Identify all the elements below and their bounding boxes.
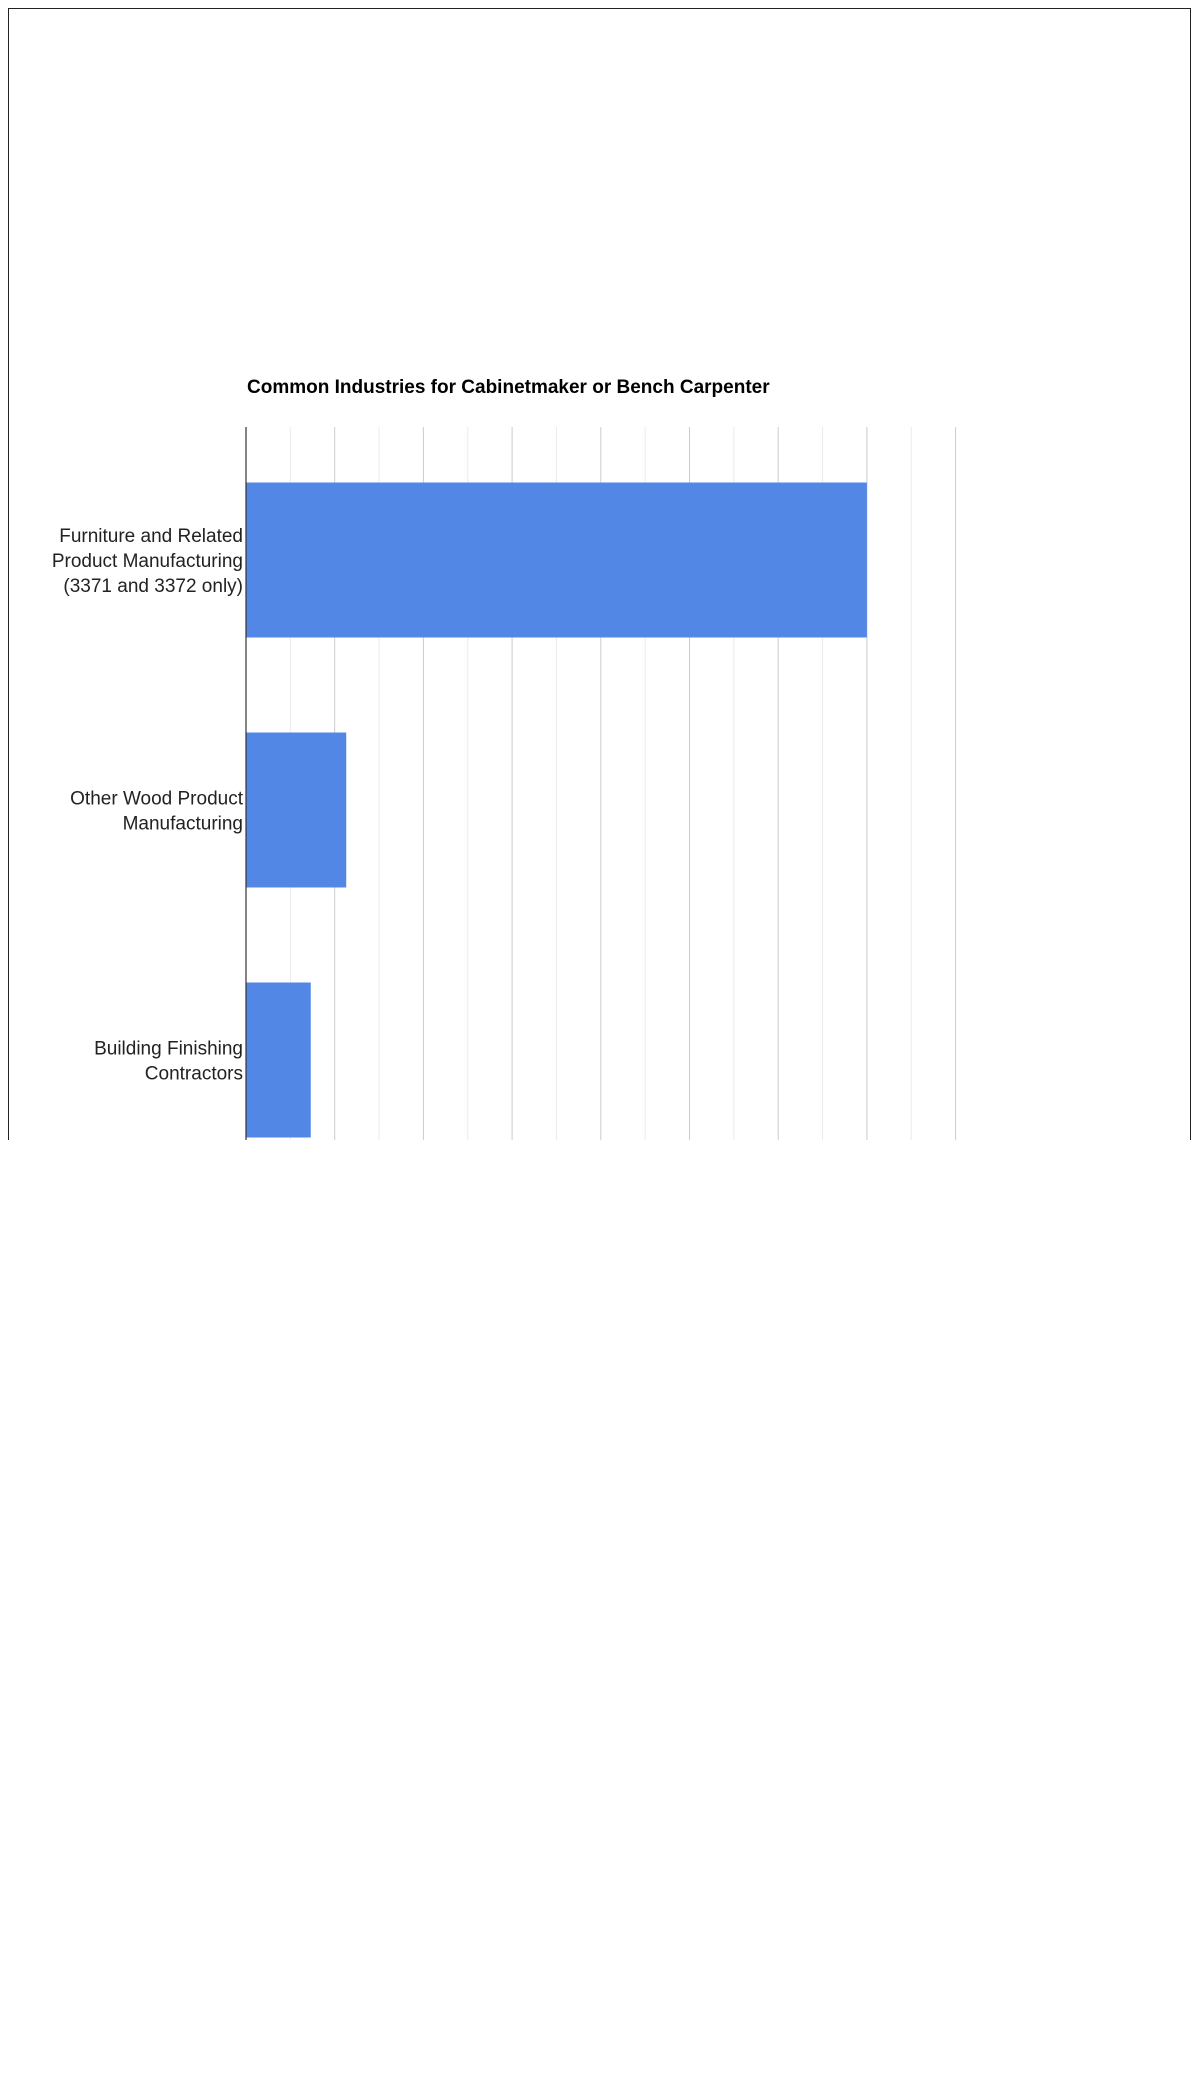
category-label-line: Product Manufacturing — [51, 551, 243, 572]
category-labels — [52, 526, 244, 1085]
category-label-line: Contractors — [144, 1063, 243, 1085]
category-label-1 — [52, 526, 243, 597]
category-label-line: Other Wood Product — [70, 788, 243, 810]
bar-1[interactable] — [246, 483, 867, 638]
category-label-line: Manufacturing — [122, 813, 243, 835]
category-label-line: Furniture and Related — [59, 526, 243, 547]
chart-svg — [9, 9, 1191, 1140]
category-label-line: (3371 and 3372 only) — [63, 576, 243, 597]
bar-3[interactable] — [246, 983, 311, 1138]
bar-2[interactable] — [246, 733, 346, 888]
category-label-line: Building Finishing — [94, 1038, 243, 1060]
category-label-3 — [94, 1039, 243, 1085]
chart-title: Common Industries for Cabinetmaker or Bench Carpenter — [247, 377, 770, 398]
chart-frame — [8, 8, 1191, 1140]
category-label-2 — [70, 789, 244, 835]
